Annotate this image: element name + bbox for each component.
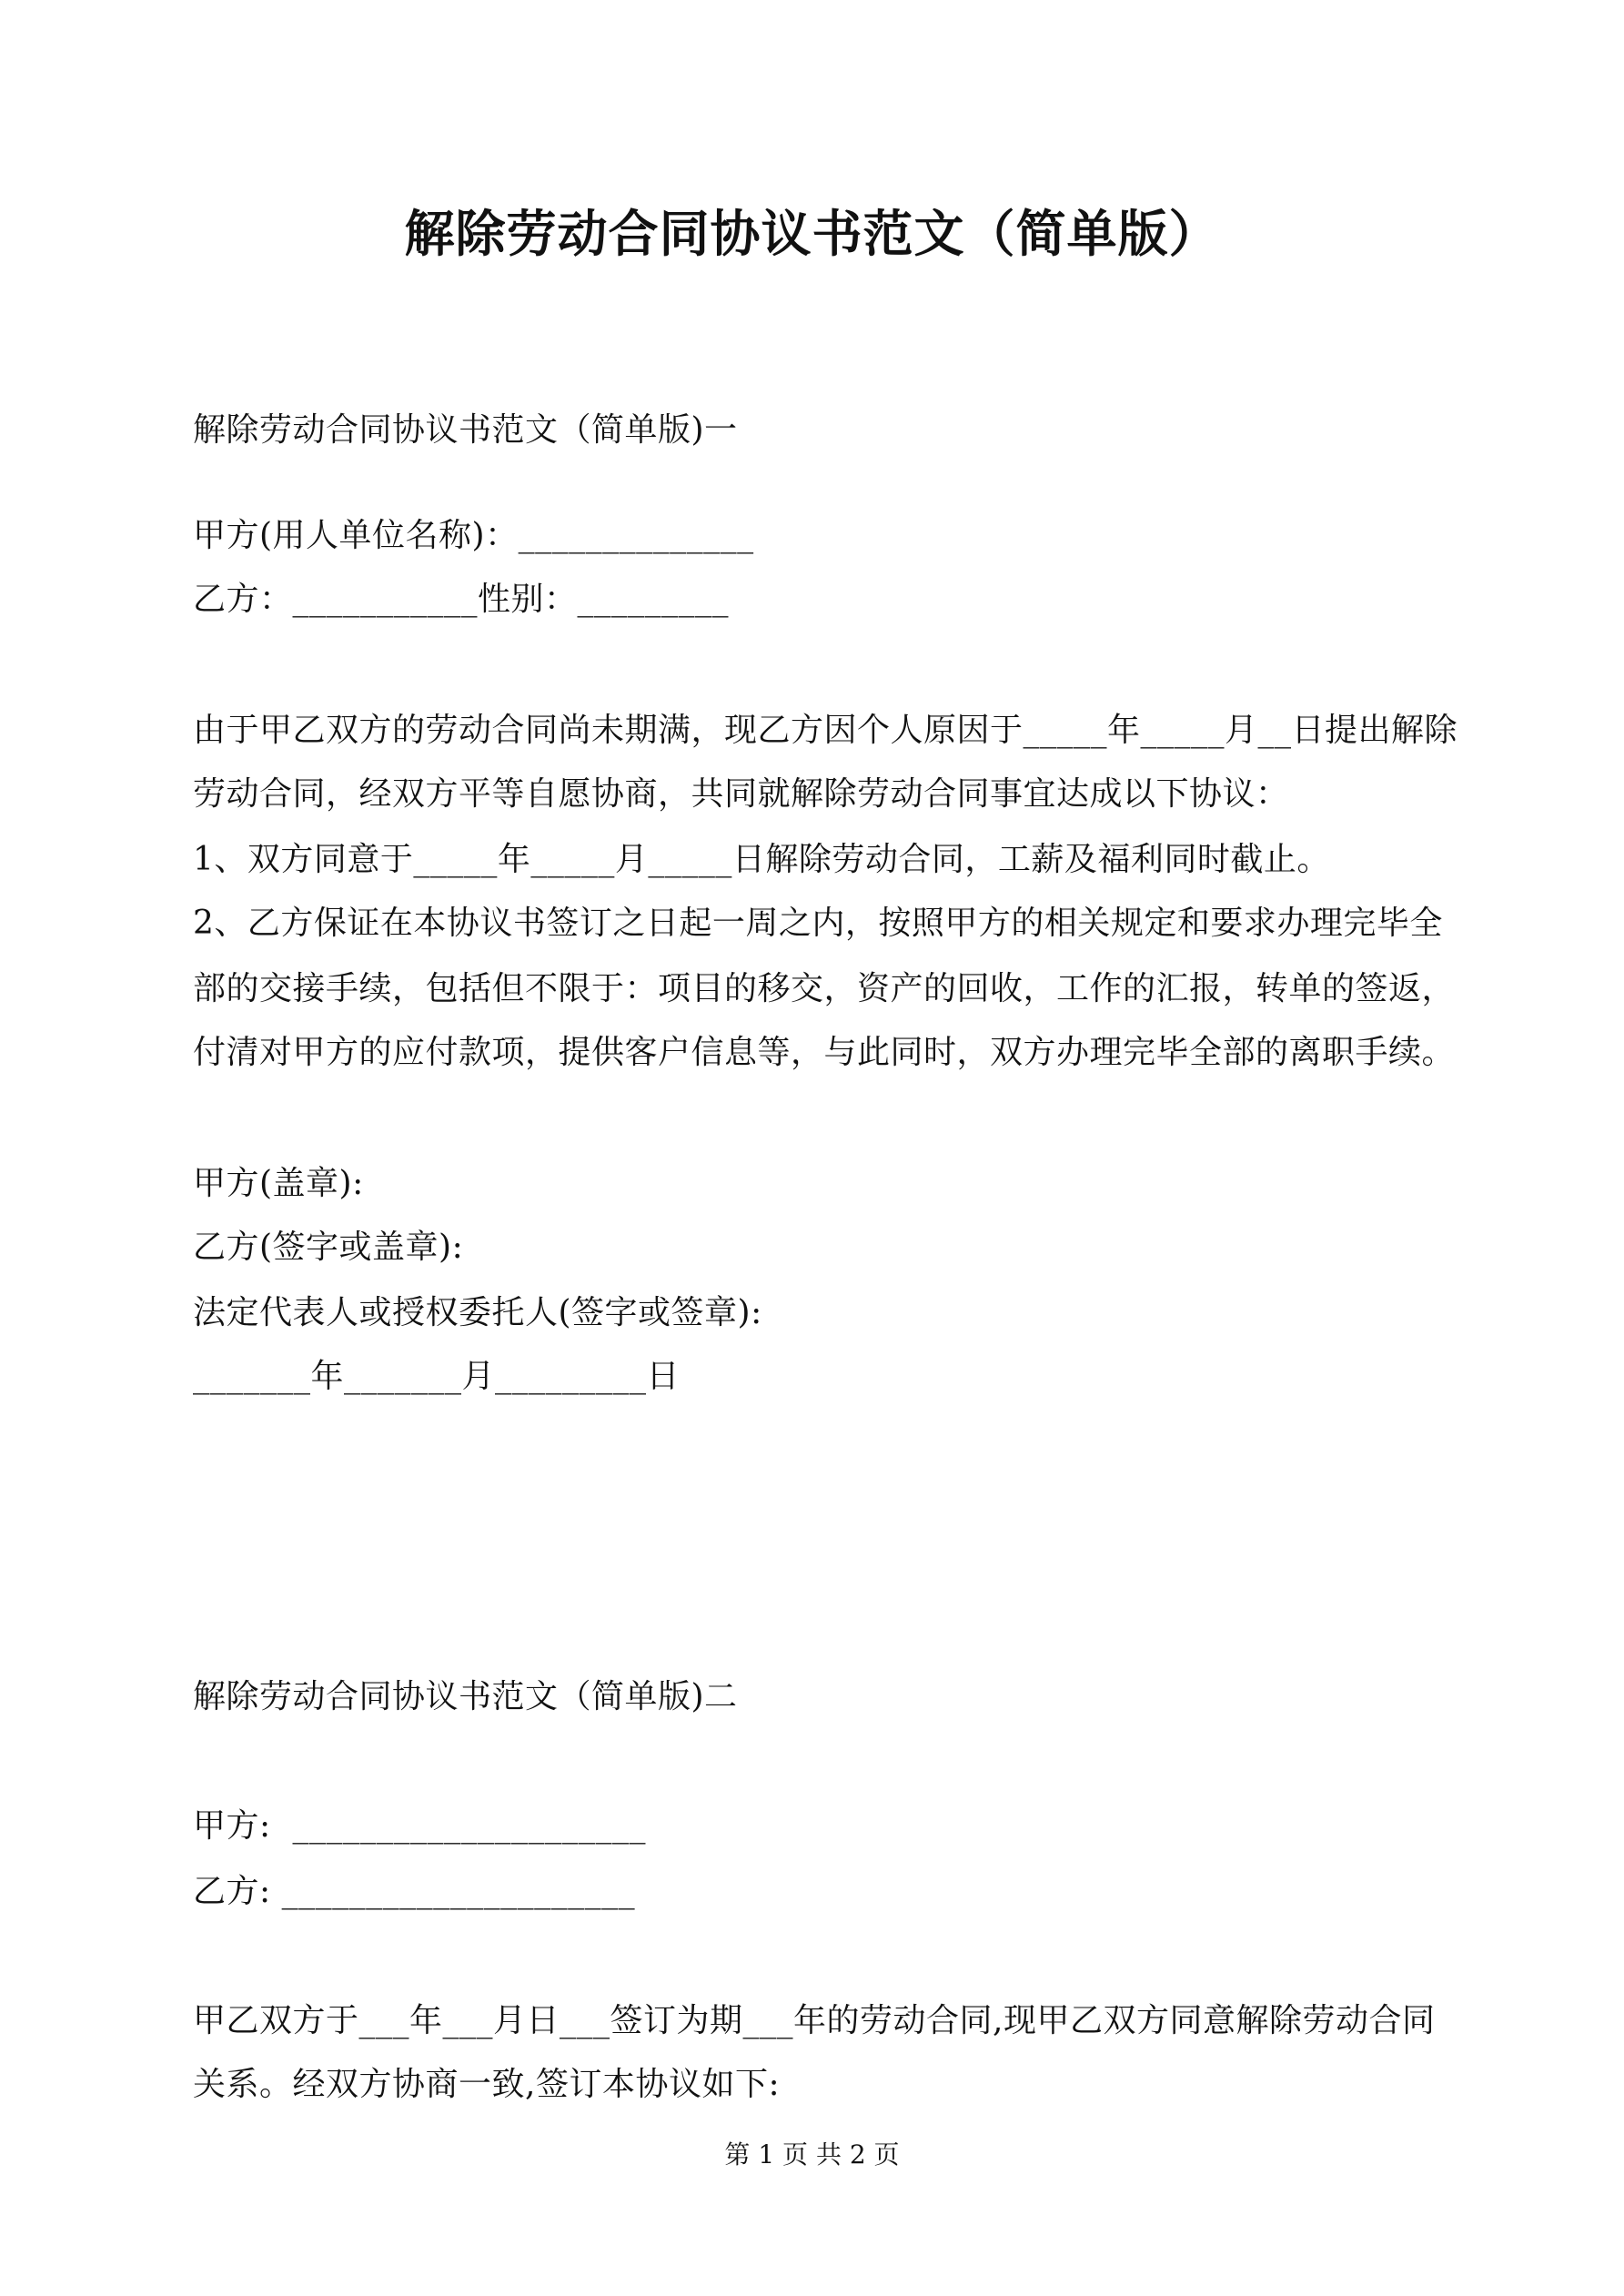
party-a-field: 甲方(用人单位名称)：______________ [193,517,754,554]
intro-paragraph-line-1: 由于甲乙双方的劳动合同尚未期满，现乙方因个人原因于_____年_____月__日提出解除 [193,712,1458,749]
signature-party-a: 甲方(盖章): [193,1165,364,1202]
clause-2-line-2: 部的交接手续，包括但不限于：项目的移交，资产的回收，工作的汇报，转单的签返， [193,970,1456,1007]
section-2-intro-line-1: 甲乙双方于___年___月日___签订为期___年的劳动合同,现甲乙双方同意解除劳动合同 [193,2002,1436,2039]
signature-date: _______年_______月_________日 [193,1358,680,1395]
page-footer: 第 1 页 共 2 页 [724,2139,900,2170]
section-2-party-b-field: 乙方: _____________________ [193,1873,636,1910]
clause-2-line-3: 付清对甲方的应付款项，提供客户信息等，与此同时，双方办理完毕全部的离职手续。 [193,1034,1456,1071]
section-2-heading: 解除劳动合同协议书范文（简单版)二 [193,1678,738,1715]
signature-party-b: 乙方(签字或盖章): [193,1229,464,1266]
signature-representative: 法定代表人或授权委托人(签字或签章): [193,1294,762,1331]
clause-2-line-1: 2、乙方保证在本协议书签订之日起一周之内，按照甲方的相关规定和要求办理完毕全 [193,905,1443,942]
clause-1: 1、双方同意于_____年_____月_____日解除劳动合同，工薪及福利同时截止。 [193,841,1330,878]
party-b-field: 乙方：___________性别：_________ [193,581,730,618]
section-2-party-a-field: 甲方: _____________________ [193,1807,647,1845]
document-title: 解除劳动合同协议书范文（简单版） [404,204,1220,263]
section-2-intro-line-2: 关系。经双方协商一致,签订本协议如下: [193,2066,781,2103]
intro-paragraph-line-2: 劳动合同，经双方平等自愿协商，共同就解除劳动合同事宜达成以下协议： [193,775,1289,813]
section-1-heading: 解除劳动合同协议书范文（简单版)一 [193,411,738,449]
